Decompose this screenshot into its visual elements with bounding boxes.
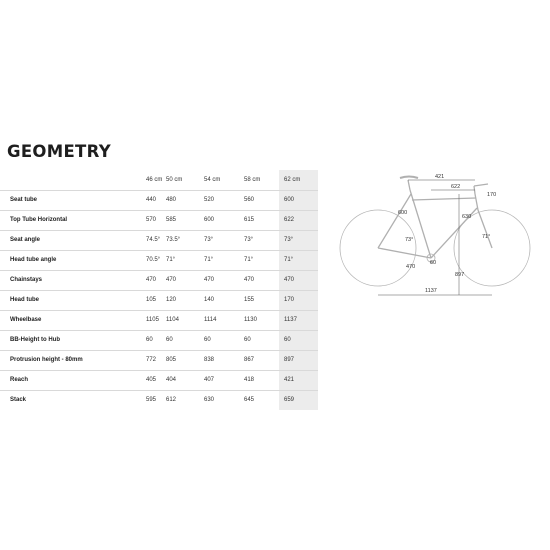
- table-cell: 772: [146, 357, 157, 363]
- table-row: [0, 350, 320, 370]
- table-row: [0, 250, 320, 270]
- table-cell: 74.5°: [146, 237, 161, 243]
- row-divider: [0, 350, 318, 351]
- table-cell: 1137: [284, 317, 297, 323]
- table-cell: 520: [204, 197, 215, 203]
- dim-head-tube: 170: [487, 192, 497, 198]
- table-cell: 155: [244, 297, 255, 303]
- dim-chainstay: 470: [406, 264, 416, 270]
- table-cell: 71°: [284, 257, 294, 263]
- row-divider: [0, 210, 318, 211]
- row-label: Head tube: [10, 297, 40, 303]
- table-cell: 897: [284, 357, 295, 363]
- table-row: [0, 230, 320, 250]
- row-divider: [0, 310, 318, 311]
- column-header: 58 cm: [244, 177, 261, 183]
- table-cell: 560: [244, 197, 255, 203]
- table-cell: 60: [146, 337, 153, 343]
- table-cell: 404: [166, 377, 177, 383]
- table-cell: 470: [166, 277, 177, 283]
- row-label: Reach: [10, 377, 29, 383]
- dim-bb-drop: 60: [430, 260, 437, 266]
- dim-seat-angle: 73°: [405, 237, 414, 243]
- row-label: Seat tube: [10, 197, 38, 203]
- row-label: Chainstays: [10, 277, 43, 283]
- row-divider: [0, 270, 318, 271]
- table-cell: 60: [204, 337, 211, 343]
- table-cell: 600: [204, 217, 215, 223]
- row-label: Protrusion height - 80mm: [10, 357, 83, 363]
- dim-stack: 630: [462, 214, 472, 220]
- column-header: 54 cm: [204, 177, 221, 183]
- dim-seat-tube: 600: [398, 210, 408, 216]
- table-row: [0, 370, 320, 390]
- table-cell: 1114: [204, 317, 217, 323]
- table-row: [0, 310, 320, 330]
- dim-reach: 622: [451, 184, 461, 190]
- table-cell: 421: [284, 377, 295, 383]
- row-label: Top Tube Horizontal: [10, 217, 68, 223]
- table-cell: 73°: [204, 237, 214, 243]
- table-cell: 1104: [166, 317, 179, 323]
- row-divider: [0, 250, 318, 251]
- table-cell: 470: [146, 277, 157, 283]
- table-cell: 585: [166, 217, 177, 223]
- table-row: [0, 210, 320, 230]
- table-row: [0, 270, 320, 290]
- bike-geometry-diagram: [338, 168, 538, 298]
- table-cell: 867: [244, 357, 255, 363]
- table-cell: 170: [284, 297, 295, 303]
- table-cell: 615: [244, 217, 255, 223]
- column-header: 62 cm: [284, 177, 301, 183]
- table-cell: 60: [244, 337, 251, 343]
- row-divider: [0, 330, 318, 331]
- table-cell: 73.5°: [166, 237, 181, 243]
- table-cell: 838: [204, 357, 215, 363]
- dim-wheelbase: 1137: [425, 288, 437, 294]
- table-header-row: [0, 170, 320, 190]
- table-cell: 140: [204, 297, 215, 303]
- row-label: Stack: [10, 397, 27, 403]
- table-cell: 407: [204, 377, 215, 383]
- table-cell: 805: [166, 357, 177, 363]
- table-cell: 470: [284, 277, 295, 283]
- table-cell: 1130: [244, 317, 257, 323]
- column-header: 46 cm: [146, 177, 163, 183]
- table-cell: 405: [146, 377, 157, 383]
- row-label: Head tube angle: [10, 257, 57, 263]
- table-row: [0, 390, 320, 410]
- row-divider: [0, 190, 318, 191]
- table-cell: 71°: [204, 257, 214, 263]
- row-divider: [0, 290, 318, 291]
- row-divider: [0, 370, 318, 371]
- row-label: Seat angle: [10, 237, 41, 243]
- row-label: Wheelbase: [10, 317, 42, 323]
- column-header: 50 cm: [166, 177, 183, 183]
- table-cell: 645: [244, 397, 255, 403]
- table-cell: 612: [166, 397, 177, 403]
- table-cell: 622: [284, 217, 295, 223]
- table-cell: 71°: [244, 257, 254, 263]
- table-cell: 595: [146, 397, 157, 403]
- table-cell: 73°: [244, 237, 254, 243]
- table-cell: 70.5°: [146, 257, 161, 263]
- table-cell: 71°: [166, 257, 176, 263]
- table-cell: 470: [244, 277, 255, 283]
- table-cell: 120: [166, 297, 177, 303]
- table-cell: 659: [284, 397, 295, 403]
- table-cell: 73°: [284, 237, 294, 243]
- dimension-lines: [378, 180, 492, 295]
- table-cell: 630: [204, 397, 215, 403]
- table-row: [0, 290, 320, 310]
- table-cell: 470: [204, 277, 215, 283]
- table-cell: 60: [166, 337, 173, 343]
- row-label: BB-Height to Hub: [10, 337, 60, 343]
- bike-frame: [378, 180, 492, 258]
- dim-protrusion: 897: [455, 272, 465, 278]
- row-divider: [0, 230, 318, 231]
- table-row: [0, 190, 320, 210]
- table-cell: 418: [244, 377, 255, 383]
- table-cell: 440: [146, 197, 157, 203]
- table-cell: 600: [284, 197, 295, 203]
- table-cell: 105: [146, 297, 157, 303]
- saddle: [400, 177, 418, 179]
- dim-head-angle: 71°: [482, 234, 491, 240]
- row-divider: [0, 390, 318, 391]
- table-cell: 60: [284, 337, 291, 343]
- table-cell: 1105: [146, 317, 159, 323]
- table-row: [0, 330, 320, 350]
- table-cell: 570: [146, 217, 157, 223]
- page-title: GEOMETRY: [7, 142, 111, 161]
- table-cell: 480: [166, 197, 177, 203]
- dim-top-tube: 421: [435, 174, 445, 180]
